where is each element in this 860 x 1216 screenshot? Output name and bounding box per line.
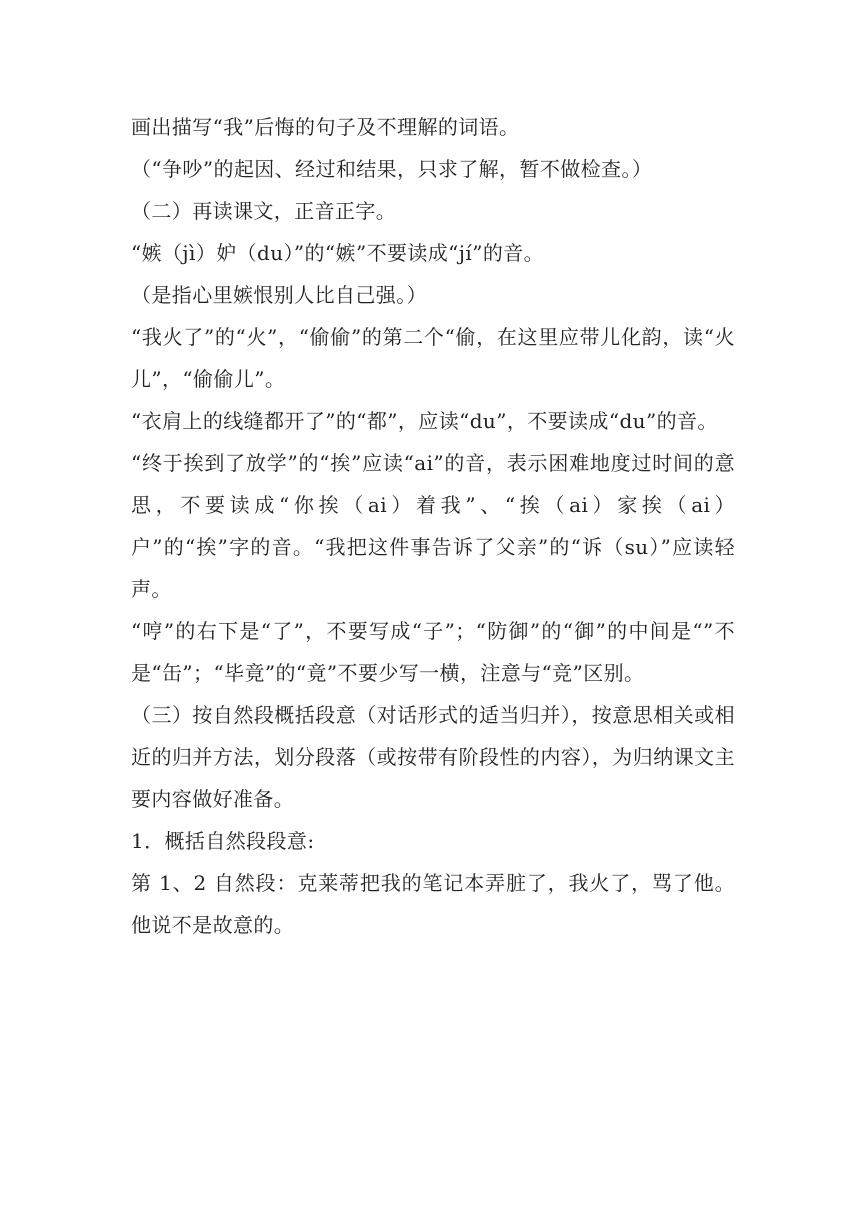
- paragraph-erhua-note: “我火了”的“火”，“偷偷”的第二个“偷，在这里应带儿化韵，读“火儿”，“偷偷儿”。: [131, 325, 735, 391]
- document-body: [131, 106, 735, 946]
- paragraph-ai-pronunciation: “终于挨到了放学”的“挨”应读“ai”的音，表示困难地度过时间的意思，不要读成“你挨（ai）着我”、“挨（ai）家挨（ai）户”的“挨”字的音。“我把这件事告诉了父亲”的“诉（su）”应读轻声。: [131, 451, 735, 601]
- paragraph-jealousy-meaning: （是指心里嫉恨别人比自己强。）: [131, 283, 427, 307]
- section-heading-reread: （二）再读课文，正音正字。: [131, 199, 397, 223]
- section-heading-summarize: （三）按自然段概括段意（对话形式的适当归并），按意思相关或相近的归并方法，划分段落（或按带有阶段性的内容），为归纳课文主要内容做好准备。: [131, 703, 735, 811]
- paragraph-jealousy-pronunciation: “嫉（jì）妒（du）”的“嫉”不要读成“jí”的音。: [131, 241, 545, 265]
- paragraph-quarrel-note: （“争吵”的起因、经过和结果，只求了解，暂不做检查。）: [131, 157, 653, 181]
- paragraph-underline-instruction: 画出描写“我”后悔的句子及不理解的词语。: [131, 115, 520, 139]
- list-item-summary-title: 1．概括自然段段意:: [131, 829, 315, 853]
- paragraph-summary-1-2: 第 1、2 自然段：克莱蒂把我的笔记本弄脏了，我火了，骂了他。他说不是故意的。: [131, 871, 735, 937]
- paragraph-character-writing: “哼”的右下是“了”，不要写成“子”；“防御”的“御”的中间是“”不是“缶”；“毕竟”的“竟”不要少写一横，注意与“竞”区别。: [131, 619, 735, 685]
- paragraph-du-pronunciation: “衣肩上的线缝都开了”的“都”，应读“du”，不要读成“du”的音。: [131, 409, 718, 433]
